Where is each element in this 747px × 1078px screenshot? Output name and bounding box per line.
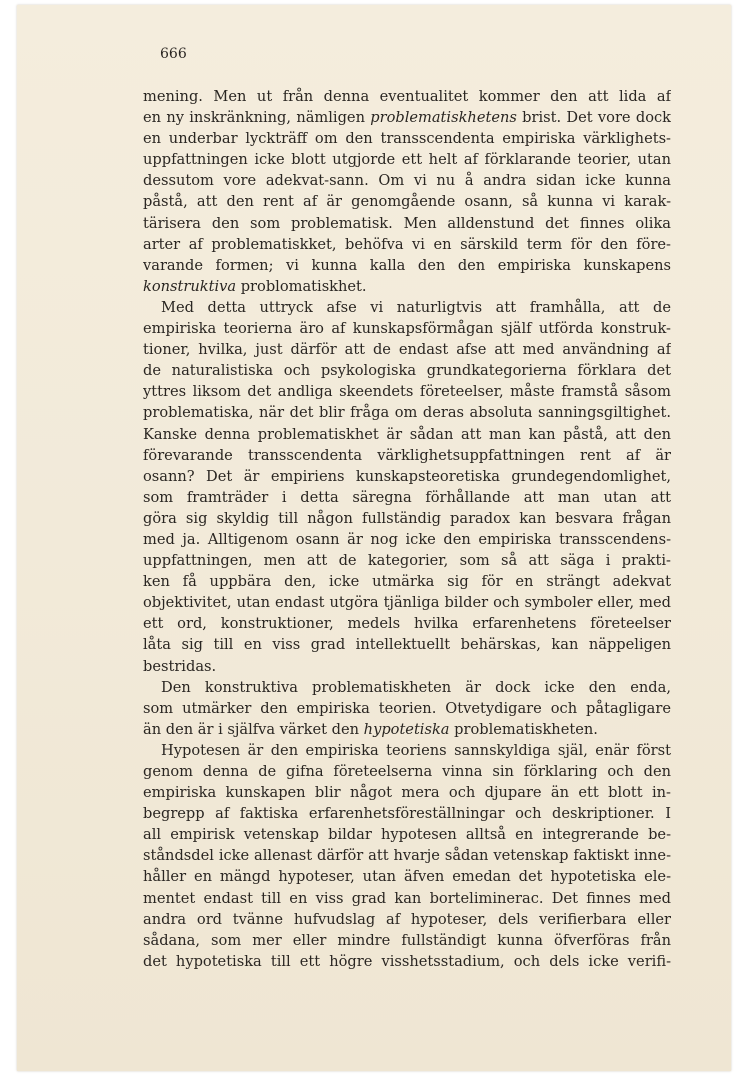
text-run: Kanske denna problematiskhet är sådan att man kan påstå, att den — [143, 425, 671, 443]
text-run: låta sig till en viss grad intellektuellt behärskas, kan näppeligen — [143, 636, 671, 654]
text-line — [143, 466, 671, 487]
text-line — [143, 761, 671, 782]
text-line — [143, 909, 671, 930]
text-run: Den konstruktiva problematiskheten är dock icke den enda, — [161, 678, 671, 696]
text-run: sådana, som mer eller mindre fullständigt kunna öfverföras från — [143, 931, 671, 949]
text-line — [143, 677, 671, 698]
text-run: förevarande transscendenta värklighetsuppfattningen rent af är — [143, 446, 671, 464]
paragraph — [143, 297, 671, 677]
text-run: begrepp af faktiska erfarenhetsföreställningar och deskriptioner. I — [143, 805, 671, 823]
paragraph — [143, 740, 671, 972]
text-line — [143, 824, 671, 845]
text-line — [143, 86, 671, 107]
text-line — [143, 318, 671, 339]
text-run: en underbar lyckträff om den transscendenta empiriska värklighets- — [143, 130, 671, 148]
text-run: mening. Men ut från denna eventualitet kommer den att lida af — [143, 88, 671, 105]
text-line — [143, 360, 671, 381]
text-run: arter af problematiskket, behöfva vi en särskild term för den före- — [143, 235, 671, 253]
text-run: uppfattningen icke blott utgjorde ett helt af förklarande teorier, utan — [143, 151, 671, 169]
text-line — [143, 613, 671, 634]
text-line — [143, 255, 671, 276]
text-run: som framträder i detta säregna förhållande att man utan att — [143, 488, 671, 506]
text-line — [143, 234, 671, 255]
text-run: objektivitet, utan endast utgöra tjänliga bilder och symboler eller, med — [143, 594, 671, 612]
text-line — [143, 529, 671, 550]
text-run: göra sig skyldig till någon fullständig paradox kan besvara frågan — [143, 509, 671, 527]
text-run: problematiska, när det blir fråga om deras absoluta sanningsgiltighet. — [143, 404, 671, 422]
text-run: som utmärker den empiriska teorien. Otvetydigare och påtagligare — [143, 699, 671, 717]
text-run: problematiskheten. — [449, 720, 598, 738]
text-line — [143, 297, 671, 318]
text-run: empiriska kunskapen blir något mera och djupare än ett blott in- — [143, 784, 671, 802]
text-line — [143, 487, 671, 508]
text-run: dessutom vore adekvat-sann. Om vi nu å andra sidan icke kunna — [143, 172, 671, 190]
text-run: empiriska teorierna äro af kunskapsförmågan själf utförda konstruk- — [143, 320, 671, 338]
text-line — [143, 424, 671, 445]
text-line — [143, 888, 671, 909]
text-run: problomatiskhet. — [236, 277, 367, 295]
text-run: de naturalistiska och psykologiska grundkategorierna förklara det — [143, 362, 671, 380]
text-line — [143, 740, 671, 761]
text-line — [143, 170, 671, 191]
text-run: brist. Det vore dock — [516, 109, 671, 127]
text-run: påstå, att den rent af är genomgående osann, så kunna vi karak- — [143, 193, 671, 211]
text-line — [143, 866, 671, 887]
text-line — [143, 445, 671, 466]
text-run: varande formen; vi kunna kalla den den empiriska kunskapens — [143, 256, 671, 274]
italic-term: hypotetiska — [363, 720, 450, 738]
text-line — [143, 930, 671, 951]
text-run: med ja. Alltigenom osann är nog icke den empiriska transscendens- — [143, 530, 671, 548]
text-line — [143, 698, 671, 719]
text-run: uppfattningen, men att de kategorier, som så att säga i prakti- — [143, 552, 671, 570]
text-line — [143, 213, 671, 234]
text-line — [143, 128, 671, 149]
text-line — [143, 107, 671, 128]
italic-term: problematiskhetens — [370, 109, 517, 127]
text-run: en ny inskränkning, nämligen — [143, 109, 371, 127]
text-run: andra ord tvänne hufvudslag af hypoteser, dels verifierbara eller — [143, 910, 671, 928]
text-line — [143, 381, 671, 402]
text-line — [143, 782, 671, 803]
text-run: Hypotesen är den empiriska teoriens sannskyldiga själ, enär först — [161, 741, 671, 759]
text-run: bestridas. — [143, 657, 217, 675]
text-run: tioner, hvilka, just därför att de endast afse att med användning af — [143, 341, 671, 359]
text-run: genom denna de gifna företeelserna vinna sin förklaring och den — [143, 763, 671, 780]
text-line — [143, 191, 671, 212]
text-run: mentet endast till en viss grad kan borteliminerас. Det finnes med — [143, 889, 671, 907]
text-line — [143, 508, 671, 529]
text-line — [143, 592, 671, 613]
text-run: tärisera den som problematisk. Men alldenstund det finnes olika — [143, 214, 671, 232]
text-run: osann? Det är empiriens kunskapsteoretiska grundegendomlighet, — [143, 467, 671, 485]
body-text — [143, 86, 671, 972]
text-line — [143, 276, 671, 297]
text-run: håller en mängd hypoteser, utan äfven emedan det hypotetiska ele- — [143, 868, 671, 886]
paragraph — [143, 677, 671, 740]
text-run: det hypotetiska till ett högre visshetsstadium, och dels icke verifi- — [143, 952, 671, 970]
page-number: 666 — [160, 46, 187, 62]
text-line — [143, 149, 671, 170]
text-run: än den är i själfva värket den — [143, 720, 364, 738]
text-run: Med detta uttryck afse vi naturligtvis att framhålla, att de — [161, 298, 671, 316]
text-line — [143, 951, 671, 972]
text-line — [143, 656, 671, 677]
text-run: ett ord, konstruktioner, medels hvilka erfarenhetens företeelser — [143, 615, 671, 633]
text-line — [143, 803, 671, 824]
paragraph — [143, 86, 671, 297]
italic-term: konstruktiva — [143, 277, 237, 295]
text-run: all empirisk vetenskap bildar hypotesen alltså en integrerande be- — [143, 826, 671, 844]
text-line — [143, 550, 671, 571]
text-line — [143, 634, 671, 655]
text-line — [143, 845, 671, 866]
text-line — [143, 719, 671, 740]
text-line — [143, 402, 671, 423]
text-run: yttres liksom det andliga skeendets företeelser, måste framstå såsom — [143, 383, 671, 401]
text-line — [143, 339, 671, 360]
text-run: ståndsdel icke allenast därför att hvarje sådan vetenskap faktiskt inne- — [143, 847, 671, 865]
text-run: ken få uppbära den, icke utmärka sig för en strängt adekvat — [143, 573, 671, 591]
text-line — [143, 571, 671, 592]
